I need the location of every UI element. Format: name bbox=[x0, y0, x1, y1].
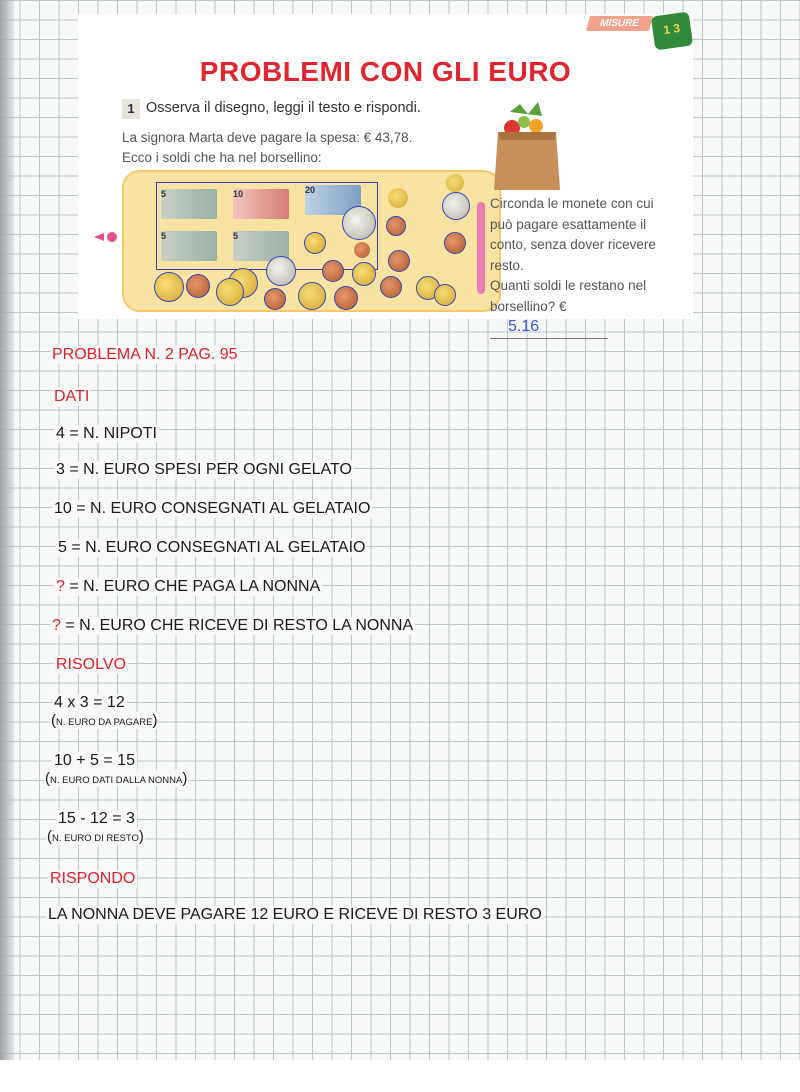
side-line: può pagare esattamente il bbox=[490, 216, 647, 232]
coin bbox=[380, 276, 402, 298]
coin bbox=[186, 274, 210, 298]
coin bbox=[322, 260, 344, 282]
data-line: 4 = N. NIPOTI bbox=[56, 425, 157, 442]
question-line bbox=[54, 578, 322, 596]
answer-field[interactable]: 5.16 bbox=[490, 317, 608, 339]
banknote: 20 bbox=[305, 185, 361, 215]
coin bbox=[388, 188, 408, 208]
question-mark: ? bbox=[52, 617, 61, 634]
solve-heading: RISOLVO bbox=[56, 656, 126, 673]
final-answer: LA NONNA DEVE PAGARE 12 EURO E RICEVE DI RESTO 3 EURO bbox=[48, 906, 542, 923]
coin bbox=[264, 288, 286, 310]
data-line: 3 = N. EURO SPESI PER OGNI GELATO bbox=[56, 461, 352, 478]
coin bbox=[154, 272, 184, 302]
banknote: 10 bbox=[233, 189, 289, 219]
calculation-note: (N. EURO DA PAGARE) bbox=[51, 712, 158, 729]
question-line bbox=[50, 617, 415, 635]
coin bbox=[444, 232, 466, 254]
calculation-note: (N. EURO DI RESTO) bbox=[47, 828, 144, 845]
coin bbox=[334, 286, 358, 310]
textbook-excerpt bbox=[78, 14, 693, 335]
calculation: 4 x 3 = 12 bbox=[54, 694, 125, 711]
note-text: N. EURO DI RESTO bbox=[52, 833, 139, 844]
exercise-story bbox=[122, 128, 412, 168]
note-text: N. EURO DA PAGARE bbox=[56, 717, 153, 728]
math-logo-icon: 1 3 bbox=[651, 12, 693, 51]
coin bbox=[216, 278, 244, 306]
calculation: 15 - 12 = 3 bbox=[58, 810, 135, 827]
question-mark: ? bbox=[56, 578, 65, 595]
exercise-side-text bbox=[490, 194, 685, 339]
coin bbox=[354, 242, 370, 258]
data-line: 10 = N. EURO CONSEGNATI AL GELATAIO bbox=[54, 500, 371, 517]
banknote: 5 bbox=[161, 189, 217, 219]
side-line: Circonda le monete con cui bbox=[490, 196, 654, 211]
side-line: resto. bbox=[490, 257, 524, 273]
grocery-bag-icon bbox=[490, 102, 564, 192]
coin bbox=[352, 262, 376, 286]
exercise-number: 1 bbox=[122, 99, 140, 119]
banknote: 5 bbox=[161, 231, 217, 261]
coin bbox=[442, 192, 470, 220]
question-text: = N. EURO CHE PAGA LA NONNA bbox=[64, 578, 321, 595]
exercise-instruction: Osserva il disegno, leggi il testo e rispondi. bbox=[146, 100, 421, 116]
page-bottom-margin bbox=[0, 1060, 800, 1092]
textbook-title: PROBLEMI CON GLI EURO bbox=[199, 56, 572, 87]
data-heading: DATI bbox=[54, 388, 90, 405]
calculation: 10 + 5 = 15 bbox=[54, 752, 135, 769]
section-tab: MISURE bbox=[586, 16, 653, 31]
banknote: 5 bbox=[233, 231, 289, 261]
story-line: La signora Marta deve pagare la spesa: € 43,78. bbox=[122, 130, 413, 145]
coin bbox=[386, 216, 406, 236]
wallet-illustration bbox=[122, 170, 501, 312]
wallet-clasp-icon bbox=[94, 230, 124, 242]
data-line: 5 = N. EURO CONSEGNATI AL GELATAIO bbox=[58, 539, 366, 556]
note-text: N. EURO DATI DALLA NONNA bbox=[50, 775, 183, 786]
story-line: Ecco i soldi che ha nel borsellino: bbox=[122, 150, 322, 165]
coin bbox=[304, 232, 326, 254]
wallet-zipper bbox=[477, 202, 485, 294]
problem-heading: PROBLEMA N. 2 PAG. 95 bbox=[52, 346, 238, 363]
coin bbox=[342, 206, 376, 240]
coin bbox=[388, 250, 410, 272]
coin bbox=[434, 284, 456, 306]
side-line: Quanti soldi le restano nel bbox=[490, 278, 647, 293]
coin bbox=[446, 174, 464, 192]
calculation-note: (N. EURO DATI DALLA NONNA) bbox=[45, 770, 188, 787]
coin bbox=[266, 256, 296, 286]
coin bbox=[298, 282, 326, 310]
page-left-shadow bbox=[0, 0, 14, 1060]
side-line: conto, senza dover ricevere bbox=[490, 237, 656, 252]
answer-row bbox=[490, 297, 685, 339]
side-line: borsellino? € bbox=[490, 298, 567, 314]
question-text: = N. EURO CHE RICEVE DI RESTO LA NONNA bbox=[60, 617, 414, 634]
answer-heading: RISPONDO bbox=[50, 870, 136, 887]
